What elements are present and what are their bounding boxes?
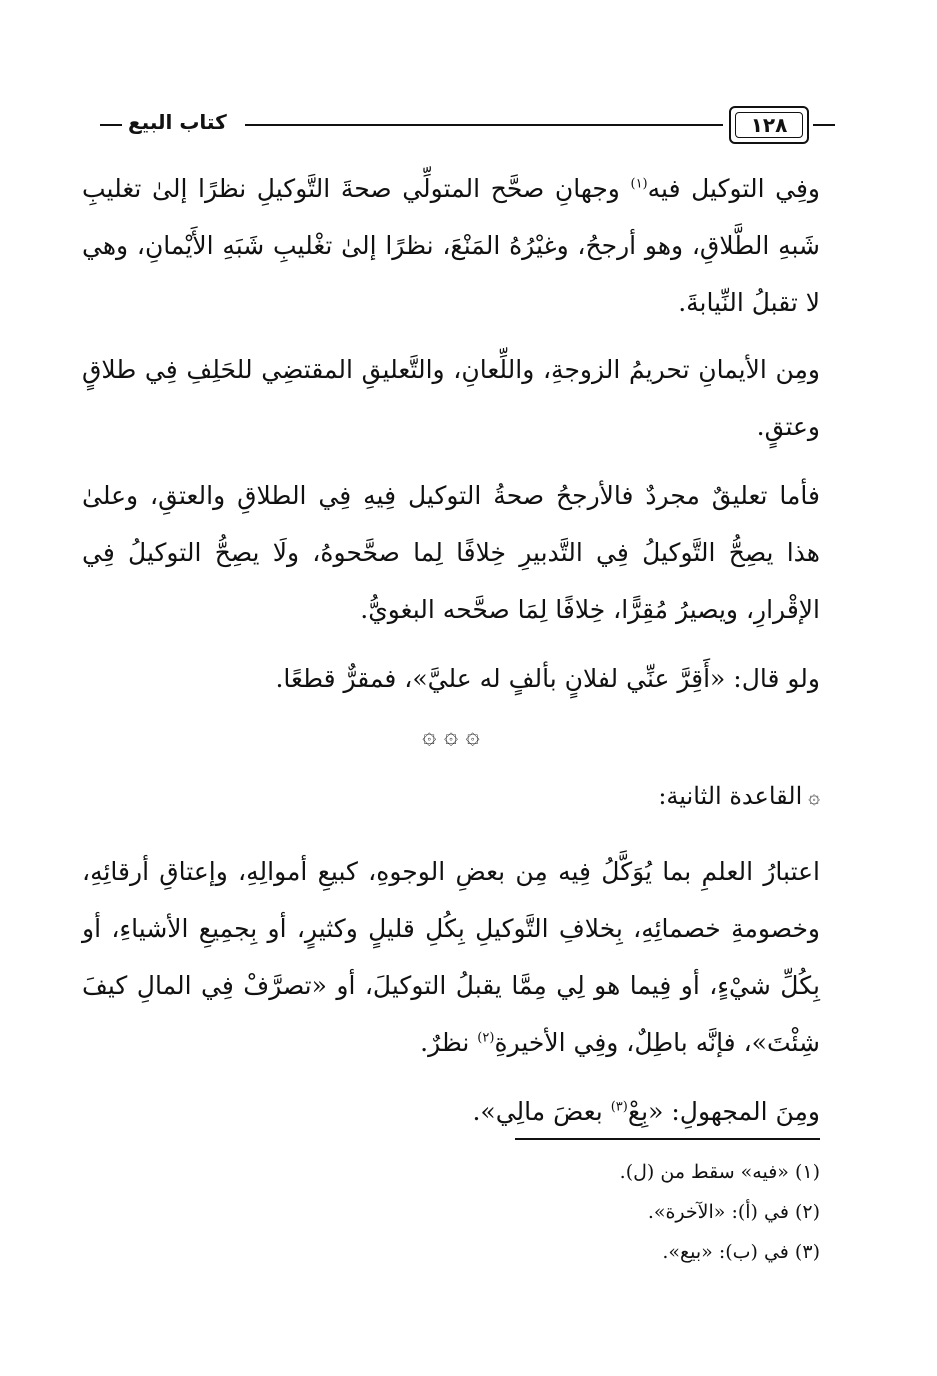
paragraph-6 [82,1083,820,1140]
paragraph-6-text-a: ومِنَ المجهولِ: «بِعْ [627,1097,820,1126]
page-number: ١٢٨ [735,112,803,138]
section-heading [82,771,820,821]
footnote-1: (١) «فيه» سقط من (ل). [619,1161,820,1183]
header-dash-right [813,124,835,126]
paragraph-1 [82,160,820,331]
section-separator-stars: ۞ ۞ ۞ [422,721,480,749]
section-heading-text: القاعدة الثانية: [658,782,803,810]
paragraph-6-text-b: بعضَ مالِي». [472,1097,611,1126]
paragraph-1-text-b: وجهانِ صحَّح المتولِّي صحةَ التَّوكيلِ نظرًا إلىٰ تغليبِ شَبهِ الطَّلاقِ، وهو أرجحُ، وغيْرُهُ المَنْعَ، نظرًا إلىٰ تغْليبِ شَبَهِ الأَيْمانِ، وهي لا تقبلُ النِّيابةَ. [82,174,820,317]
paragraph-3: فأما تعليقٌ مجردٌ فالأرجحُ صحةُ التوكيل فِيهِ فِي الطلاقِ والعتقِ، وعلىٰ هذا يصِحُّ التَّوكيلُ فِي التَّدبيرِ خِلافًا لِما صحَّحوهُ، ولَا يصِحُّ التوكيلُ فِي الإقْرارِ، ويصيرُ مُقِرًّا، خِلافًا لِمَا صحَّحه البغويُّ. [82,481,820,624]
header-dash-left [100,124,122,126]
paragraph-2: ومِن الأيمانِ تحريمُ الزوجةِ، واللِّعانِ، والتَّعليقِ المقتضِي للحَلِفِ فِي طلاقٍ وعتقٍ. [82,355,820,441]
paragraph-5-text-b: نظرٌ. [420,1028,478,1057]
footnotes [120,1152,820,1272]
footnote-ref-2: (٢) [477,1030,495,1046]
paragraph-5 [82,843,820,1071]
main-text [82,160,820,1148]
heading-ornament-icon: ۞ [808,784,820,808]
paragraph-4: ولو قال: «أَقِرَّ عنِّي لفلانٍ بألفٍ له عليَّ»، فمقرٌّ قطعًا. [275,664,820,693]
footnote-ref-3: (٣) [610,1099,628,1115]
paragraph-5-text-a: اعتبارُ العلمِ بما يُوَكَّلُ فِيه مِن بعضِ الوجوهِ، كبيعِ أموالِهِ، وإعتاقِ أرقائِهِ، وخصومةِ خصمائِهِ، بِخلافِ التَّوكيلِ بِكُلِ قليلٍ وكثيرٍ، أو بِجمِيعِ الأشياءِ، أو بِكُلِّ شيْءٍ، أو فِيما هو لِي مِمَّا يقبلُ التوكيلَ، أو «تصرَّفْ فِي المالِ كيفَ شِئْتَ»، فإنَّه باطِلٌ، وفِي الأخيرةِ [82,857,820,1057]
page-header [100,100,835,150]
page-number-frame [729,106,809,144]
paragraph-1-text-a: وفِي التوكيل فيه [647,174,820,203]
header-rule [245,124,723,126]
footnote-3: (٣) في (ب): «بيع». [662,1241,820,1263]
footnote-ref-1: (١) [630,176,648,192]
footnote-separator [515,1138,820,1140]
footnote-2: (٢) في (أ): «الآخرة». [647,1201,820,1223]
running-title: كتاب البيع [128,110,227,134]
